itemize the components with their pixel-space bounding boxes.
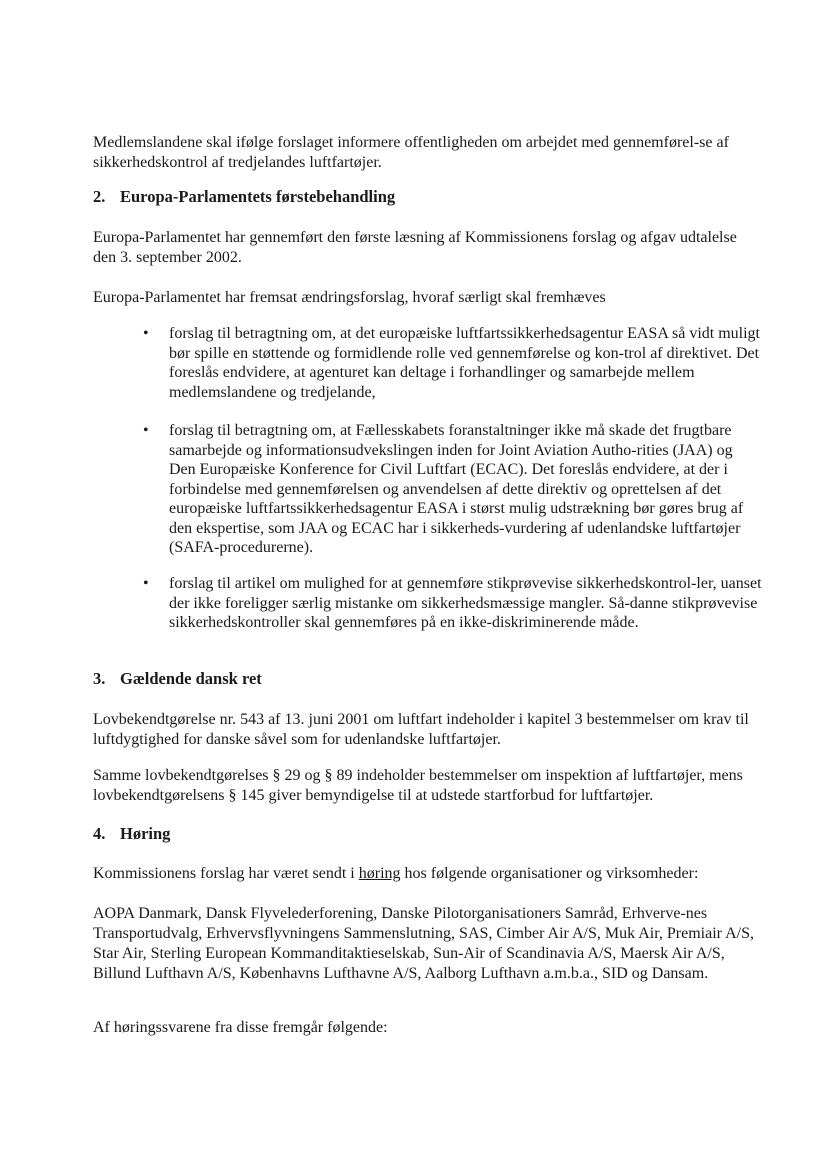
bullet-text: forslag til artikel om mulighed for at gennemføre stikprøvevise sikkerhedskontrol-ler, uanset der ikke foreligger særlig mistanke om sikkerhedsmæssige mangler. Så-danne stikprøvevise sikkerhedskontroller skal gennemføres på en ikke-diskriminerende måde.	[169, 575, 762, 631]
intro-paragraph: Medlemslandene skal ifølge forslaget informere offentligheden om arbejdet med gennemførel-se af sikkerhedskontrol af tredjelandes luftfartøjer.	[93, 134, 729, 171]
section-3-paragraph-1: Lovbekendtgørelse nr. 543 af 13. juni 2001 om luftfart indeholder i kapitel 3 bestemmelser om krav til luftdygtighed for danske såvel som for udenlandske luftfartøjer.	[93, 711, 749, 748]
bullet-text: forslag til betragtning om, at det europæiske luftfartssikkerhedsagentur EASA så vidt muligt bør spille en støttende og formidlende rolle ved gennemførelse og kon-trol af direktivet. Det foreslås endvidere, at agenturet kan deltage i forhandlinger og samarbejde mellem medlemslandene og tredjelande,	[169, 325, 760, 401]
bullet-item	[143, 324, 763, 402]
section-2-heading	[93, 187, 395, 207]
section-4-paragraph-3: Af høringssvarene fra disse fremgår følgende:	[93, 1019, 388, 1036]
section-4-p1-before: Kommissionens forslag har været sendt i	[93, 865, 359, 882]
section-2-number: 2.	[93, 187, 106, 206]
section-4-paragraph-2: AOPA Danmark, Dansk Flyvelederforening, Danske Pilotorganisationers Samråd, Erhverve-nes Transportudvalg, Erhvervsflyvningens Sammenslutning, SAS, Cimber Air A/S, Muk Air, Premiair A/S, Star Air, Sterling European Kommanditaktieselskab, Sun-Air of Scandinavia A/S, Maersk Air A/S, Billund Lufthavn A/S, Københavns Lufthavne A/S, Aalborg Lufthavn a.m.b.a., SID og Dansam.	[93, 905, 754, 982]
section-4-p1-after: hos følgende organisationer og virksomheder:	[400, 865, 699, 882]
section-4-heading	[93, 824, 170, 844]
section-2-paragraph-2: Europa-Parlamentet har fremsat ændringsforslag, hvoraf særligt skal fremhæves	[93, 289, 606, 306]
section-2-title: Europa-Parlamentets førstebehandling	[120, 187, 396, 206]
bullet-item	[143, 574, 763, 633]
section-3-number: 3.	[93, 669, 106, 688]
bullet-marker: •	[143, 422, 149, 439]
bullet-marker: •	[143, 575, 149, 592]
section-3-heading	[93, 669, 262, 689]
section-4-title: Høring	[120, 824, 171, 843]
section-4-paragraph-1	[93, 864, 763, 884]
hoering-underlined-word: høring	[358, 865, 401, 882]
bullet-marker: •	[143, 325, 149, 342]
section-4-number: 4.	[93, 824, 106, 843]
section-3-title: Gældende dansk ret	[120, 669, 262, 688]
bullet-text: forslag til betragtning om, at Fællesskabets foranstaltninger ikke må skade det frugtbare samarbejde og informationsudvekslingen inden for Joint Aviation Autho-rities (JAA) og Den Europæiske Konference for Civil Luftfart (ECAC). Det foreslås endvidere, at der i forbindelse med gennemførelsen og anvendelsen af dette direktiv og oprettelsen af det europæiske luftfartssikkerhedsagentur EASA i størst mulig udstrækning bør gøres brug af den ekspertise, som JAA og ECAC har i sikkerheds-vurdering af udenlandske luftfartøjer (SAFA-procedurerne).	[169, 422, 744, 556]
section-2-paragraph-1: Europa-Parlamentet har gennemført den første læsning af Kommissionens forslag og afgav udtalelse den 3. september 2002.	[93, 229, 737, 266]
section-3-paragraph-2: Samme lovbekendtgørelses § 29 og § 89 indeholder bestemmelser om inspektion af luftfartøjer, mens lovbekendtgørelsens § 145 giver bemyndigelse til at udstede startforbud for luftfartøjer.	[93, 767, 743, 804]
bullet-item	[143, 421, 763, 558]
